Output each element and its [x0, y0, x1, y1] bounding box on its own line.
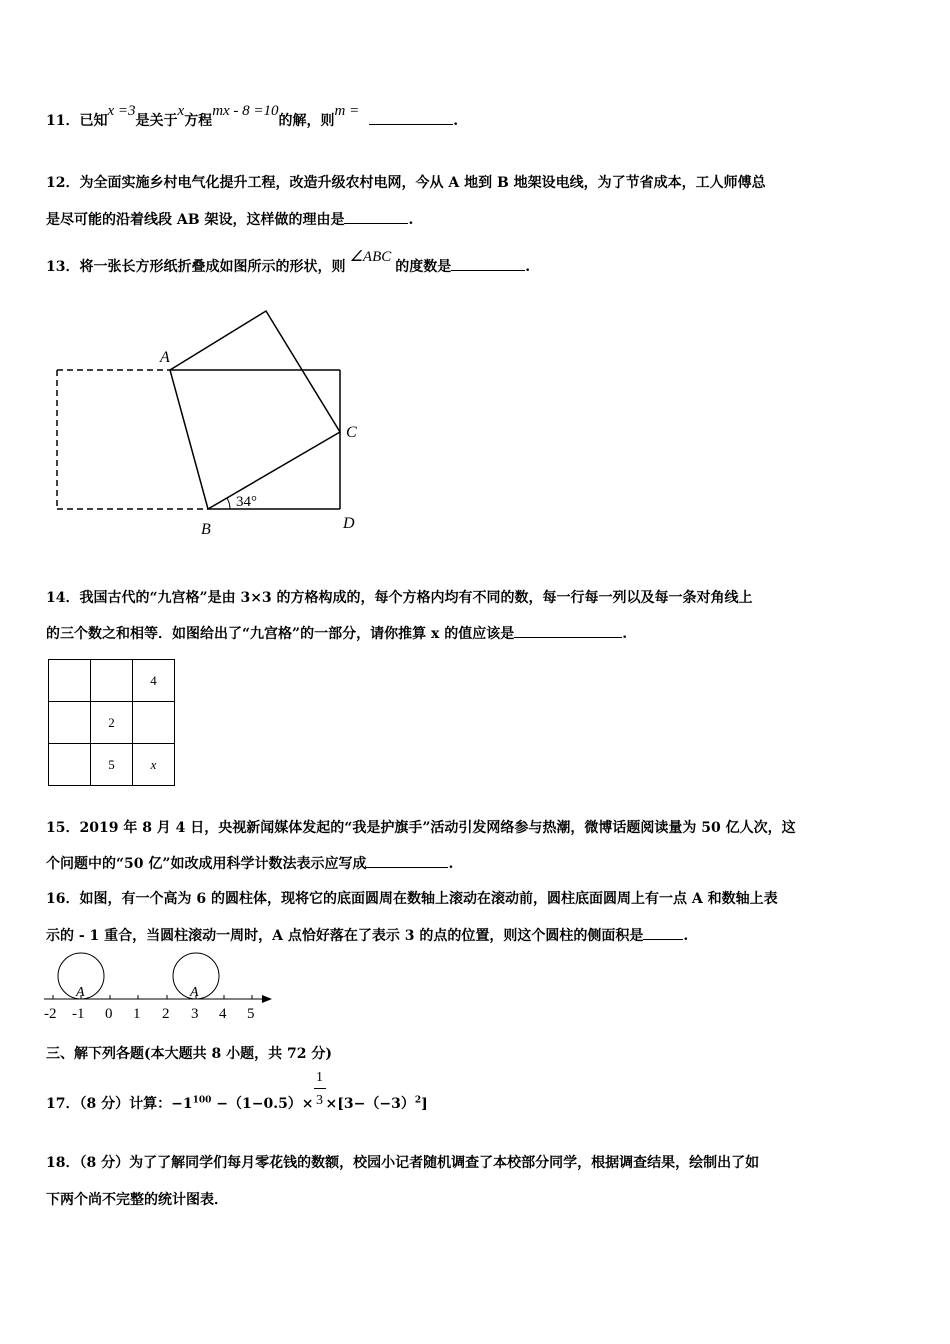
q11-number: 11．	[46, 113, 80, 129]
q17-exponent2: 2	[414, 1095, 422, 1106]
question-14-line2: 的三个数之和相等．如图给出了“九宫格”的一部分，请你推算 x 的值应该是 .	[46, 623, 627, 643]
angle-34-label: 34°	[236, 494, 257, 510]
section-3-title: 三、解下列各题(本大题共 8 小题，共 72 分)	[46, 1046, 332, 1062]
q11-math-x: x	[177, 103, 185, 119]
tick-label: -1	[72, 1006, 85, 1022]
q15-answer-blank	[366, 853, 448, 868]
q17-fraction: $\frac{1}{3}$	[314, 1096, 326, 1112]
question-12-line2: 是尽可能的沿着线段 AB 架设，这样做的理由是 .	[46, 209, 413, 229]
question-16-line1: 16．如图，有一个高为 6 的圆柱体，现将它的底面圆周在数轴上滚动在滚动前，圆柱底面圆周上有一点 A 和数轴上表	[46, 891, 778, 907]
folded-rectangle-figure	[40, 300, 380, 550]
q14-answer-blank	[514, 623, 622, 638]
grid-cell	[91, 660, 133, 702]
q11-math-equation: mx - 8 =10	[212, 103, 279, 119]
magic-square-grid	[48, 659, 175, 786]
angle-arc	[227, 498, 230, 509]
tick-label: -2	[44, 1006, 57, 1022]
label-b: B	[201, 521, 211, 538]
q13-math-angle: ∠ABC	[349, 249, 392, 265]
question-17: 17．（8 分）计算：$-1^{100} -(1-0.5)\times$ $\frac{1}{3}$ $\times[3-(-3)^2]$	[46, 1070, 428, 1112]
q12-answer-blank	[344, 209, 408, 224]
grid-cell	[49, 744, 91, 786]
question-13: 13．将一张长方形纸折叠成如图所示的形状，则∠ABC的度数是 .	[46, 249, 531, 275]
tick-label: 1	[133, 1006, 141, 1022]
tick-label: 5	[247, 1006, 255, 1022]
question-15-line1: 15．2019 年 8 月 4 日，央视新闻媒体发起的“我是护旗手”活动引发网络参与热潮，微博话题阅读量为 50 亿人次，这	[46, 820, 796, 836]
question-18-line1: 18．（8 分）为了了解同学们每月零花钱的数额，校园小记者随机调查了本校部分同学，根据调查结果，绘制出了如	[46, 1155, 760, 1171]
number-line-figure	[40, 952, 280, 1028]
q17-exponent: 100	[192, 1095, 212, 1106]
axis-arrow-icon	[262, 995, 272, 1003]
q11-math-m: m =	[334, 103, 360, 119]
tick-label: 3	[191, 1006, 199, 1022]
label-c: C	[346, 424, 357, 441]
grid-cell: 2	[91, 702, 133, 744]
tick-label: 4	[219, 1006, 227, 1022]
q11-answer-blank	[369, 110, 453, 125]
point-a-end: A	[190, 985, 199, 1000]
folded-flap	[170, 311, 340, 509]
grid-cell	[133, 702, 175, 744]
tick-label: 0	[105, 1006, 113, 1022]
question-11: 11．已知x =3是关于x方程mx - 8 =10的解，则m =.	[46, 103, 459, 129]
tick-label: 2	[162, 1006, 170, 1022]
grid-cell: 4	[133, 660, 175, 702]
question-18-line2: 下两个尚不完整的统计图表．	[46, 1192, 228, 1208]
grid-cell	[49, 702, 91, 744]
grid-cell: 5	[91, 744, 133, 786]
question-14-line1: 14．我国古代的“九宫格”是由 3×3 的方格构成的，每个方格内均有不同的数，每一行每一列以及每一条对角线上	[46, 590, 753, 606]
label-a: A	[160, 349, 170, 366]
question-16-line2: 示的 - 1 重合，当圆柱滚动一周时，A 点恰好落在了表示 3 的点的位置，则这个圆柱的侧面积是 .	[46, 925, 688, 945]
grid-cell: x	[133, 744, 175, 786]
question-15-line2: 个问题中的“50 亿”如改成用科学计数法表示应写成 .	[46, 853, 453, 873]
grid-cell	[49, 660, 91, 702]
q16-answer-blank	[643, 925, 683, 940]
point-a-start: A	[76, 985, 85, 1000]
label-d: D	[343, 515, 355, 532]
question-12-line1: 12．为全面实施乡村电气化提升工程，改造升级农村电网，今从 A 地到 B 地架设电线，为了节省成本，工人师傅总	[46, 175, 766, 191]
q11-math-x3: x =3	[107, 103, 136, 119]
q13-answer-blank	[451, 256, 525, 271]
